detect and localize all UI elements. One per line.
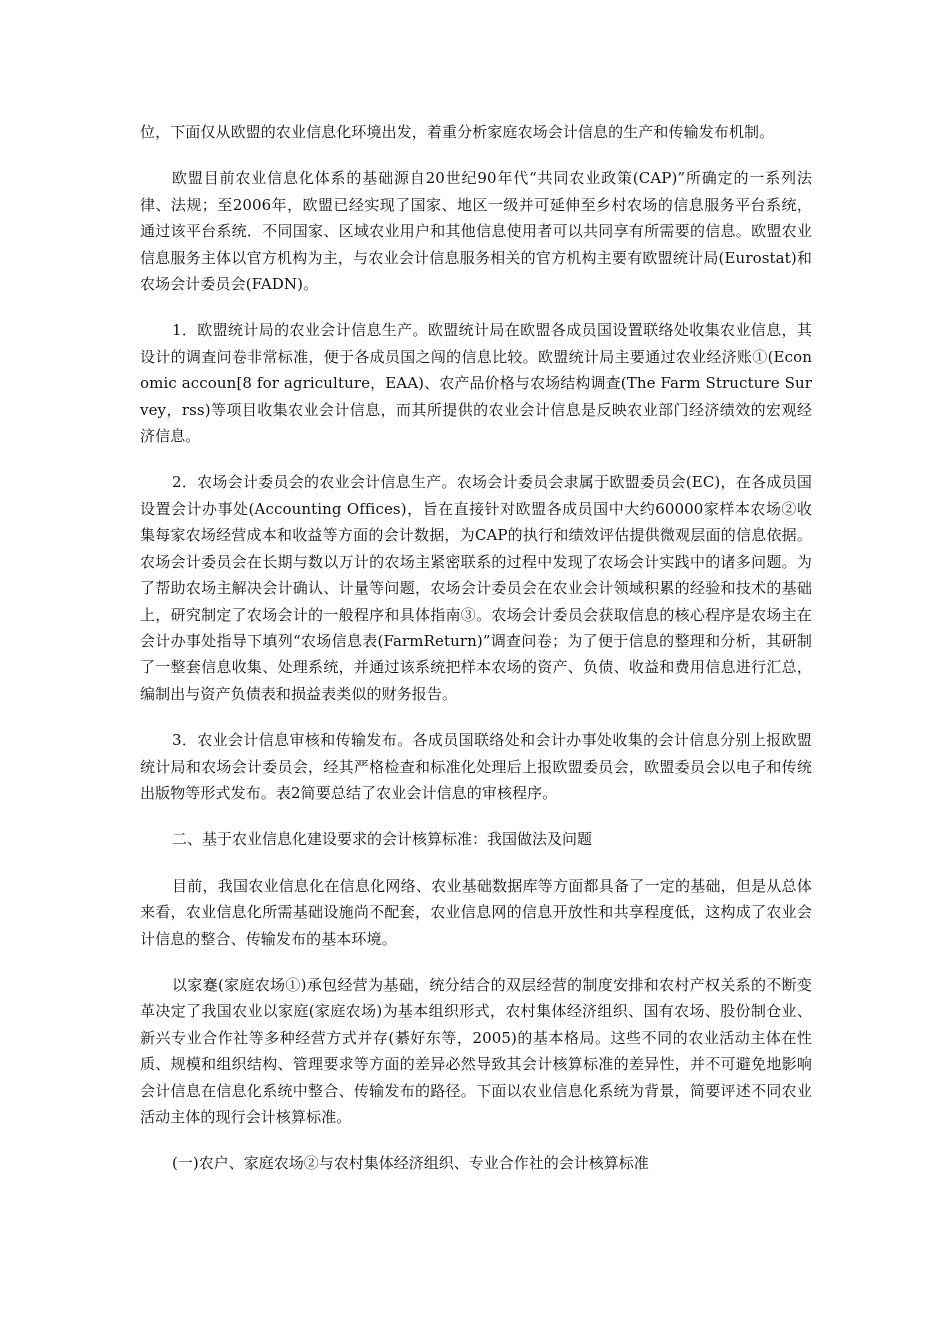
paragraph-eu-agri-info-system: 欧盟目前农业信息化体系的基础源自20世纪90年代“共同农业政策(CAP)”所确定的一系列法律、法规；至2006年，欧盟已经实现了国家、地区一级并可延伸至乡村农场的信息服务平台系统，通过该平台系统．不同国家、区域农业用户和其他信息使用者可以共同享有所需要的信息。欧盟农业信息服务主体以官方机构为主，与农业会计信息服务相关的官方机构主要有欧盟统计局(Eurostat)和农场会计委员会(FADN)。 [140, 169, 812, 294]
document-body [140, 119, 812, 1197]
paragraph-fadn: 2．农场会计委员会的农业会计信息生产。农场会计委员会隶属于欧盟委员会(EC)，在各成员国设置会计办事处(Accounting Offices)，旨在直接针对欧盟各成员国中大约60000家样本农场②收集每家农场经营成本和收益等方面的会计数据，为CAP的执行和绩效评估提供微观层面的信息依据。农场会计委员会在长期与数以万计的农场主紧密联系的过程中发现了农场会计实践中的诸多问题。为了帮助农场主解决会计确认、计量等问题，农场会计委员会在农业会计领域积累的经验和技术的基础上，研究制定了农场会计的一般程序和具体指南③。农场会计委员会获取信息的核心程序是农场主在会计办事处指导下填列“农场信息表(FarmReturn)”调查问卷；为了便于信息的整理和分析，其研制了一整套信息收集、处理系统，并通过该系统把样本农场的资产、负债、收益和费用信息进行汇总，编制出与资产负债表和损益表类似的财务报告。 [140, 473, 812, 703]
paragraph-review-publish: 3．农业会计信息审核和传输发布。各成员国联络处和会计办事处收集的会计信息分别上报欧盟统计局和农场会计委员会，经其严格检查和标准化处理后上报欧盟委员会，欧盟委员会以电子和传统出版物等形式发布。表2简要总结了农业会计信息的审核程序。 [140, 731, 812, 802]
subsection-heading-1: (一)农户、家庭农场②与农村集体经济组织、专业合作社的会计核算标准 [172, 1154, 649, 1173]
paragraph-household-operation: 以家蹇(家庭农场①)承包经营为基础，统分结合的双层经营的制度安排和农村产权关系的不断变革决定了我国农业以家庭(家庭农场)为基本组织形式，农村集体经济组织、国有农场、股份制仓业、新兴专业合作社等多种经营方式并存(綦好东等，2005)的基本格局。这些不同的农业活动主体在性质、规模和组织结构、管理要求等方面的差异必然导致其会计核算标准的差异性，并不可避免地影响会计信息在信息化系统中整合、传输发布的路径。下面以农业信息化系统为背景，简要评述不同农业活动主体的现行会计核算标准。 [140, 975, 812, 1126]
paragraph-china-status: 目前，我国农业信息化在信息化网络、农业基础数据库等方面都具备了一定的基础，但是从总体来看，农业信息化所需基础设施尚不配套，农业信息网的信息开放性和共享程度低，这构成了农业会计信息的整合、传输发布的基本环境。 [140, 876, 812, 948]
paragraph-eurostat: 1．欧盟统计局的农业会计信息生产。欧盟统计局在欧盟各成员国设置联络处收集农业信息，其设计的调查问卷非常标准，便于各成员国之闯的信息比较。欧盟统计局主要通过农业经济账①(Economic accoun[8 for agriculture，EAA)、农产品价格与农场结构调查(The Farm Structure Survey，rss)等项目收集农业会计信息，而其所提供的农业会计信息是反映农业部门经济绩效的宏观经济信息。 [140, 321, 812, 446]
section-heading-2: 二、基于农业信息化建设要求的会计核算标准：我国做法及问题 [172, 830, 593, 849]
paragraph-continuation: 位，下面仅从欧盟的农业信息化环境出发，着重分析家庭农场会计信息的生产和传输发布机制。 [140, 123, 775, 141]
